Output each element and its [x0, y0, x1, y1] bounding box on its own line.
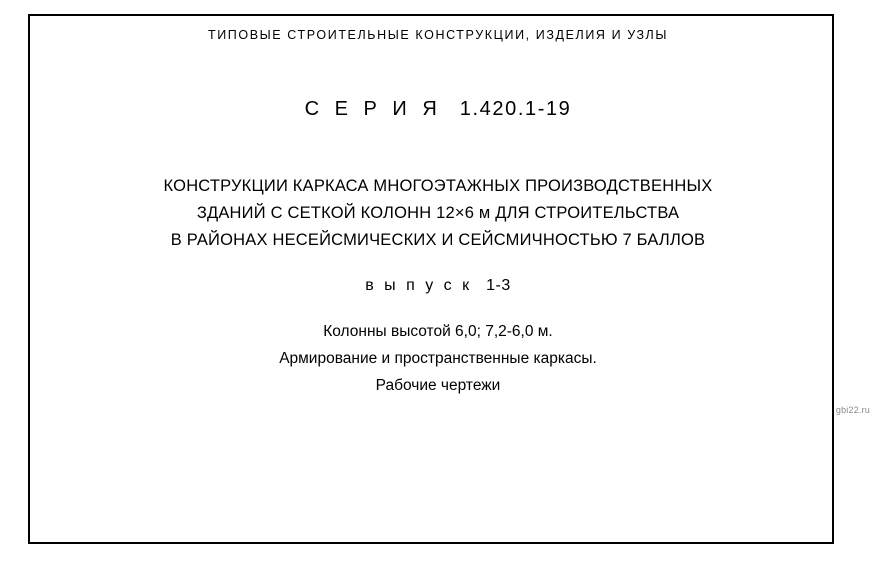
subtitle-block — [0, 318, 876, 399]
issue-label: в ы п у с к — [365, 277, 473, 294]
series-label: С Е Р И Я — [304, 98, 442, 120]
subtitle-line: Колонны высотой 6,0; 7,2-6,0 м. — [323, 323, 553, 340]
watermark-label: gbi22.ru — [835, 405, 870, 415]
main-title — [0, 173, 876, 254]
subtitle-line: Рабочие чертежи — [375, 377, 501, 394]
main-title-line: В РАЙОНАХ НЕСЕЙСМИЧЕСКИХ И СЕЙСМИЧНОСТЬЮ 7 БАЛЛОВ — [170, 231, 706, 249]
document-heading: ТИПОВЫЕ СТРОИТЕЛЬНЫЕ КОНСТРУКЦИИ, ИЗДЕЛИЯ И УЗЛЫ — [207, 28, 669, 42]
series-number: 1.420.1-19 — [459, 98, 572, 120]
issue-line — [0, 277, 876, 295]
series-line — [0, 98, 876, 121]
subtitle-line: Армирование и пространственные каркасы. — [279, 350, 597, 367]
main-title-line: КОНСТРУКЦИИ КАРКАСА МНОГОЭТАЖНЫХ ПРОИЗВОДСТВЕННЫХ — [163, 177, 713, 195]
issue-number: 1-3 — [486, 277, 511, 294]
main-title-line: ЗДАНИЙ С СЕТКОЙ КОЛОНН 12×6 м ДЛЯ СТРОИТЕЛЬСТВА — [196, 204, 680, 222]
